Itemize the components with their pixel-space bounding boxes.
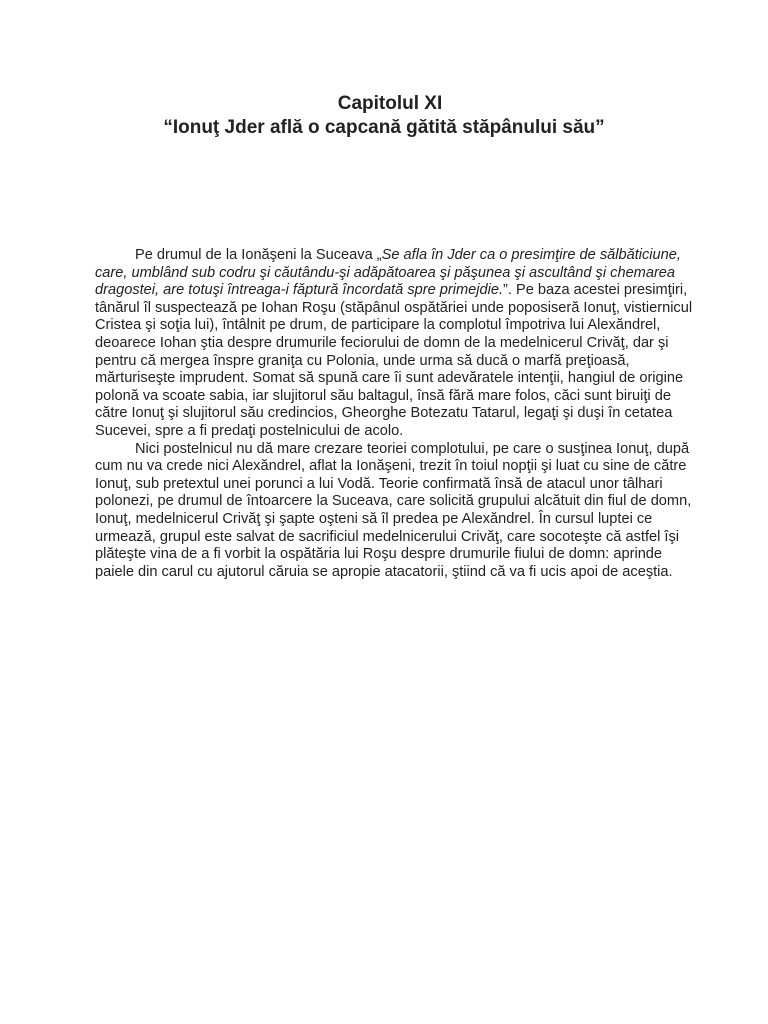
chapter-summary [95, 247, 705, 581]
chapter-heading [0, 92, 768, 140]
paragraph-1-intro: Pe drumul de la Ionăşeni la Suceava „ [135, 247, 382, 263]
chapter-title: “Ionuţ Jder află o capcană gătită stăpânului său” [163, 117, 605, 138]
paragraph-1-rest: ”. Pe baza acestei presimţiri, tânărul îl suspectează pe Iohan Roşu (stăpânul ospătăriei unde poposiseră Ionuţ, vistiernicul Cristea şi soţia lui), întâlnit pe drum, de participare la complotul împotriva lui Alexăndrel, deoarece Iohan ştia despre drumurile feciorului de domn de la medelnicerul Crivăţ, dar şi pentru că mergea înspre graniţa cu Polonia, unde urma să ducă o marfă preţioasă, mărturiseşte imprudent. Somat să spună care îi sunt adevăratele intenţii, hangiul de origine polonă va scoate sabia, iar slujitorul său baltagul, însă fără mare folos, căci sunt biruiţi de către Ionuţ şi slujitorul său credincios, Gheorghe Botezatu Tatarul, legaţi şi duşi în cetatea Sucevei, spre a fi predaţi postelnicului de acolo. [95, 282, 693, 439]
paragraph-1-quote: Se afla în Jder ca o presimţire de sălbăticiune, care, umblând sub codru şi căutându-şi adăpătoarea şi păşunea şi ascultând şi chemarea dragostei, are totuşi întreaga-i făptură încordată spre primejdie. [95, 247, 681, 299]
chapter-number: Capitolul XI [337, 93, 443, 114]
paragraph-2: Nici postelnicul nu dă mare crezare teoriei complotului, pe care o susţinea Ionuţ, după cum nu va crede nici Alexăndrel, aflat la Ionăşeni, trezit în toiul nopţii şi luat cu sine de către Ionuţ, sub pretextul unei porunci a lui Vodă. Teorie confirmată însă de atacul unor tâlhari polonezi, pe drumul de întoarcere la Suceava, care solicită grupului alcătuit din fiul de domn, Ionuţ, medelnicerul Crivăţ şi şapte oşteni să îl predea pe Alexăndrel. În cursul luptei ce urmează, grupul este salvat de sacrificiul medelnicerului Crivăţ, care socoteşte că astfel îşi plăteşte vina de a fi vorbit la ospătăria lui Roşu despre drumurile fiului de domn: aprinde paiele din carul cu ajutorul căruia se apropie atacatorii, ştiind că va fi ucis apoi de aceştia. [95, 440, 692, 580]
paragraph-1 [95, 247, 705, 441]
